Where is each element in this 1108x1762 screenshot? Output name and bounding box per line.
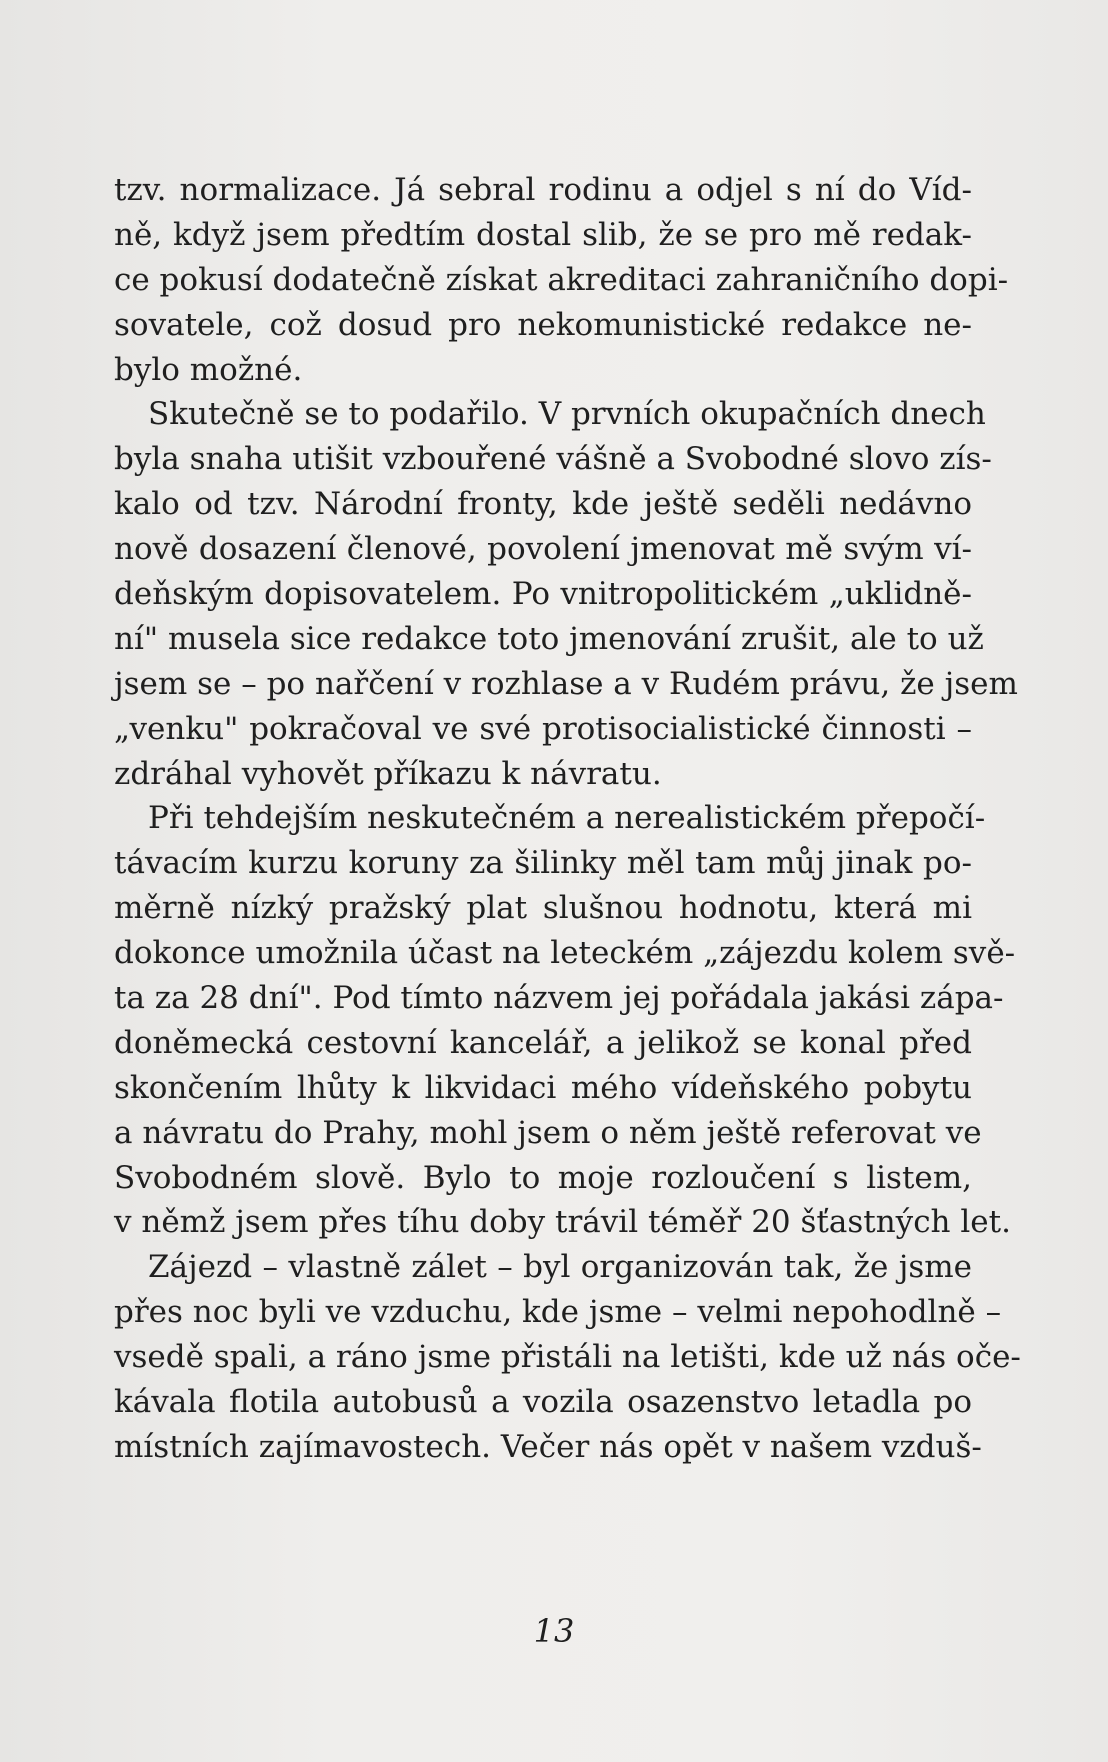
text-line: távacím kurzu koruny za šilinky měl tam můj jinak po- bbox=[114, 845, 972, 882]
text-line: Skutečně se to podařilo. V prvních okupačních dnech bbox=[148, 396, 986, 433]
text-line: skončením lhůty k likvidaci mého vídeňského pobytu bbox=[114, 1069, 972, 1106]
text-line: Zájezd – vlastně zálet – byl organizován tak, že jsme bbox=[148, 1249, 972, 1286]
text-line: v němž jsem přes tíhu doby trávil téměř 20 šťastných let. bbox=[114, 1204, 1011, 1241]
text-line: deňským dopisovatelem. Po vnitropolitickém „uklidně- bbox=[114, 576, 972, 613]
text-line: ce pokusí dodatečně získat akreditaci zahraničního dopi- bbox=[114, 261, 1009, 298]
text-line: měrně nízký pražský plat slušnou hodnotu, která mi bbox=[114, 890, 972, 927]
text-line: nově dosazení členové, povolení jmenovat mě svým ví- bbox=[114, 531, 972, 568]
text-line: ně, když jsem předtím dostal slib, že se pro mě redak- bbox=[114, 216, 972, 253]
text-line: Při tehdejším neskutečném a nerealistickém přepočí- bbox=[148, 800, 986, 837]
text-line: sovatele, což dosud pro nekomunistické redakce ne- bbox=[114, 306, 972, 343]
text-line: dokonce umožnila účast na leteckém „zájezdu kolem svě- bbox=[114, 935, 1016, 972]
text-line: přes noc byli ve vzduchu, kde jsme – velmi nepohodlně – bbox=[114, 1294, 1002, 1331]
text-line: doněmecká cestovní kancelář, a jelikož se konal před bbox=[114, 1024, 972, 1061]
text-line: a návratu do Prahy, mohl jsem o něm ještě referovat ve bbox=[114, 1114, 982, 1151]
page-number: 13 bbox=[533, 1612, 575, 1650]
text-line: jsem se – po nařčení v rozhlase a v Rudém právu, že jsem bbox=[114, 665, 1018, 702]
text-line: bylo možné. bbox=[114, 351, 303, 388]
text-line: kalo od tzv. Národní fronty, kde ještě seděli nedávno bbox=[114, 486, 972, 523]
text-line: kávala flotila autobusů a vozila osazenstvo letadla po bbox=[114, 1384, 972, 1421]
text-line: zdráhal vyhovět příkazu k návratu. bbox=[114, 755, 662, 792]
text-line: byla snaha utišit vzbouřené vášně a Svobodné slovo zís- bbox=[114, 441, 992, 478]
text-line: ní" musela sice redakce toto jmenování zrušit, ale to už bbox=[114, 620, 984, 657]
text-line: tzv. normalizace. Já sebral rodinu a odjel s ní do Víd- bbox=[114, 172, 972, 208]
text-line: ta za 28 dní". Pod tímto názvem jej pořádala jakási zápa- bbox=[114, 980, 1004, 1017]
text-line: vsedě spali, a ráno jsme přistáli na letišti, kde už nás oče- bbox=[114, 1339, 1021, 1376]
text-line: Svobodném slově. Bylo to moje rozloučení s listem, bbox=[114, 1159, 972, 1196]
body-text bbox=[114, 168, 1021, 1470]
text-line: „venku" pokračoval ve své protisocialistické činnosti – bbox=[114, 710, 972, 747]
text-line: místních zajímavostech. Večer nás opět v našem vzduš- bbox=[114, 1428, 982, 1465]
